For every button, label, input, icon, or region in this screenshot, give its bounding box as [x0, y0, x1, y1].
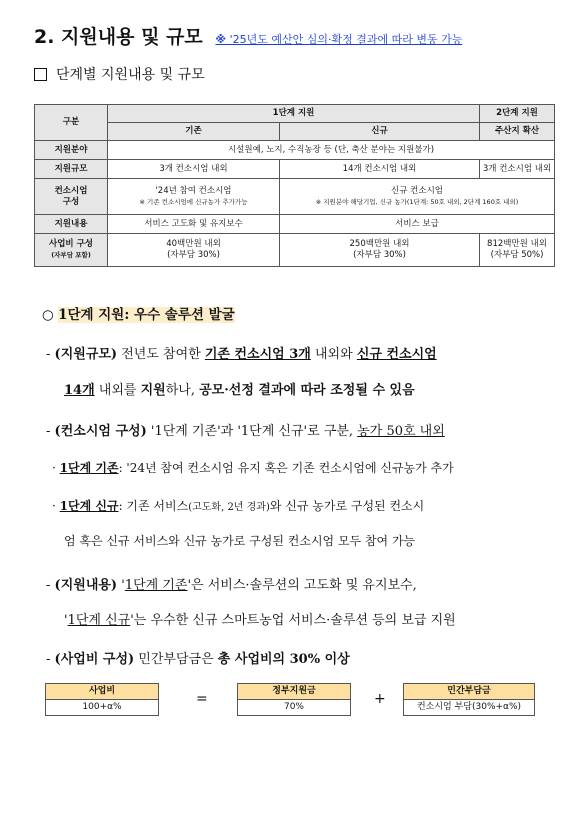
para-scale-line1: - (지원규모) 전년도 참여한 기존 컨소시엄 3개 내외와 신규 컨소시엄 [46, 347, 437, 362]
row-label-content: 지원내용 [35, 215, 108, 234]
cell-budget-new: 250백만원 내외 (자부담 30%) [280, 234, 480, 267]
cell-consortium-new: 신규 컨소시엄 ※ 지원분야 해당기업, 신규 농가(1단계: 50호 내외, 2단계 160호 내외) [280, 179, 555, 215]
para-scale-line2: 14개 내외를 지원하나, 공모·선정 결과에 따라 조정될 수 있음 [64, 383, 415, 398]
cell-scale-existing: 3개 컨소시엄 내외 [108, 160, 280, 179]
para-stage1-existing: · 1단계 기존: '24년 참여 컨소시엄 유지 혹은 기존 컨소시엄에 신규농가 추가 [52, 461, 454, 475]
equation-box-government [237, 683, 351, 716]
row-label-budget: 사업비 구성 (자부담 포함) [35, 234, 108, 267]
section-heading [34, 22, 462, 49]
cell-content-existing: 서비스 고도화 및 유지보수 [108, 215, 280, 234]
table-header-category: 구분 [35, 105, 108, 141]
stage1-heading [42, 303, 235, 323]
equals-sign: = [196, 691, 208, 707]
row-label-consortium: 컨소시엄 구성 [35, 179, 108, 215]
equation-private-value: 컨소시엄 부담(30%+α%) [416, 702, 522, 712]
row-label-field: 지원분야 [35, 141, 108, 160]
table-header-stage2: 2단계 지원 [480, 105, 555, 123]
section-title: 2. 지원내용 및 규모 [34, 26, 203, 48]
para-content-line1: - (지원내용) '1단계 기존'은 서비스·솔루션의 고도화 및 유지보수, [46, 578, 417, 593]
table-header-existing: 기존 [108, 123, 280, 141]
para-consortium: - (컨소시엄 구성) '1단계 기존'과 '1단계 신규'로 구분, 농가 50호 내외 [46, 424, 445, 439]
stage1-title: 1단계 지원: 우수 솔루션 발굴 [58, 307, 235, 323]
cell-scale-stage2: 3개 컨소시엄 내외 [480, 160, 555, 179]
table-header-expand: 주산지 확산 [480, 123, 555, 141]
cell-budget-existing: 40백만원 내외 (자부담 30%) [108, 234, 280, 267]
equation-government-value: 70% [283, 702, 304, 712]
equation-total-head: 사업비 [46, 684, 158, 700]
budget-note: ※ '25년도 예산안 심의·확정 결과에 따라 변동 가능 [215, 33, 463, 46]
para-budget: - (사업비 구성) 민간부담금은 총 사업비의 30% 이상 [46, 652, 350, 667]
para-content-line2: '1단계 신규'는 우수한 신규 스마트농업 서비스·솔루션 등의 보급 지원 [64, 613, 456, 628]
table-header-new: 신규 [280, 123, 480, 141]
cell-scale-new: 14개 컨소시엄 내외 [280, 160, 480, 179]
plus-sign: + [374, 691, 386, 707]
equation-private-head: 민간부담금 [404, 684, 534, 700]
equation-government-head: 정부지원금 [238, 684, 350, 700]
equation-box-total [45, 683, 159, 716]
cell-budget-stage2: 812백만원 내외 (자부담 50%) [480, 234, 555, 267]
cell-field: 시설원예, 노지, 수직농장 등 (단, 축산 분야는 지원불가) [108, 141, 555, 160]
cell-content-other: 서비스 보급 [280, 215, 555, 234]
para-stage1-new-line2: 엄 혹은 신규 서비스와 신규 농가로 구성된 컨소시엄 모두 참여 가능 [64, 534, 416, 548]
subheading-text: 단계별 지원내용 및 규모 [56, 67, 205, 83]
circle-bullet-icon: ○ [42, 307, 54, 323]
equation-box-private [403, 683, 535, 716]
row-label-scale: 지원규모 [35, 160, 108, 179]
table-header-stage1: 1단계 지원 [108, 105, 480, 123]
para-stage1-new-line1: · 1단계 신규: 기존 서비스(고도화, 2년 경과)와 신규 농가로 구성된 컨소시 [52, 499, 425, 513]
cell-consortium-existing: '24년 참여 컨소시엄 ※ 기존 컨소시엄에 신규농가 추가가능 [108, 179, 280, 215]
checkbox-square-icon [34, 68, 47, 81]
subheading [34, 64, 205, 84]
equation-total-value: 100+α% [82, 702, 122, 712]
support-table [34, 104, 555, 267]
